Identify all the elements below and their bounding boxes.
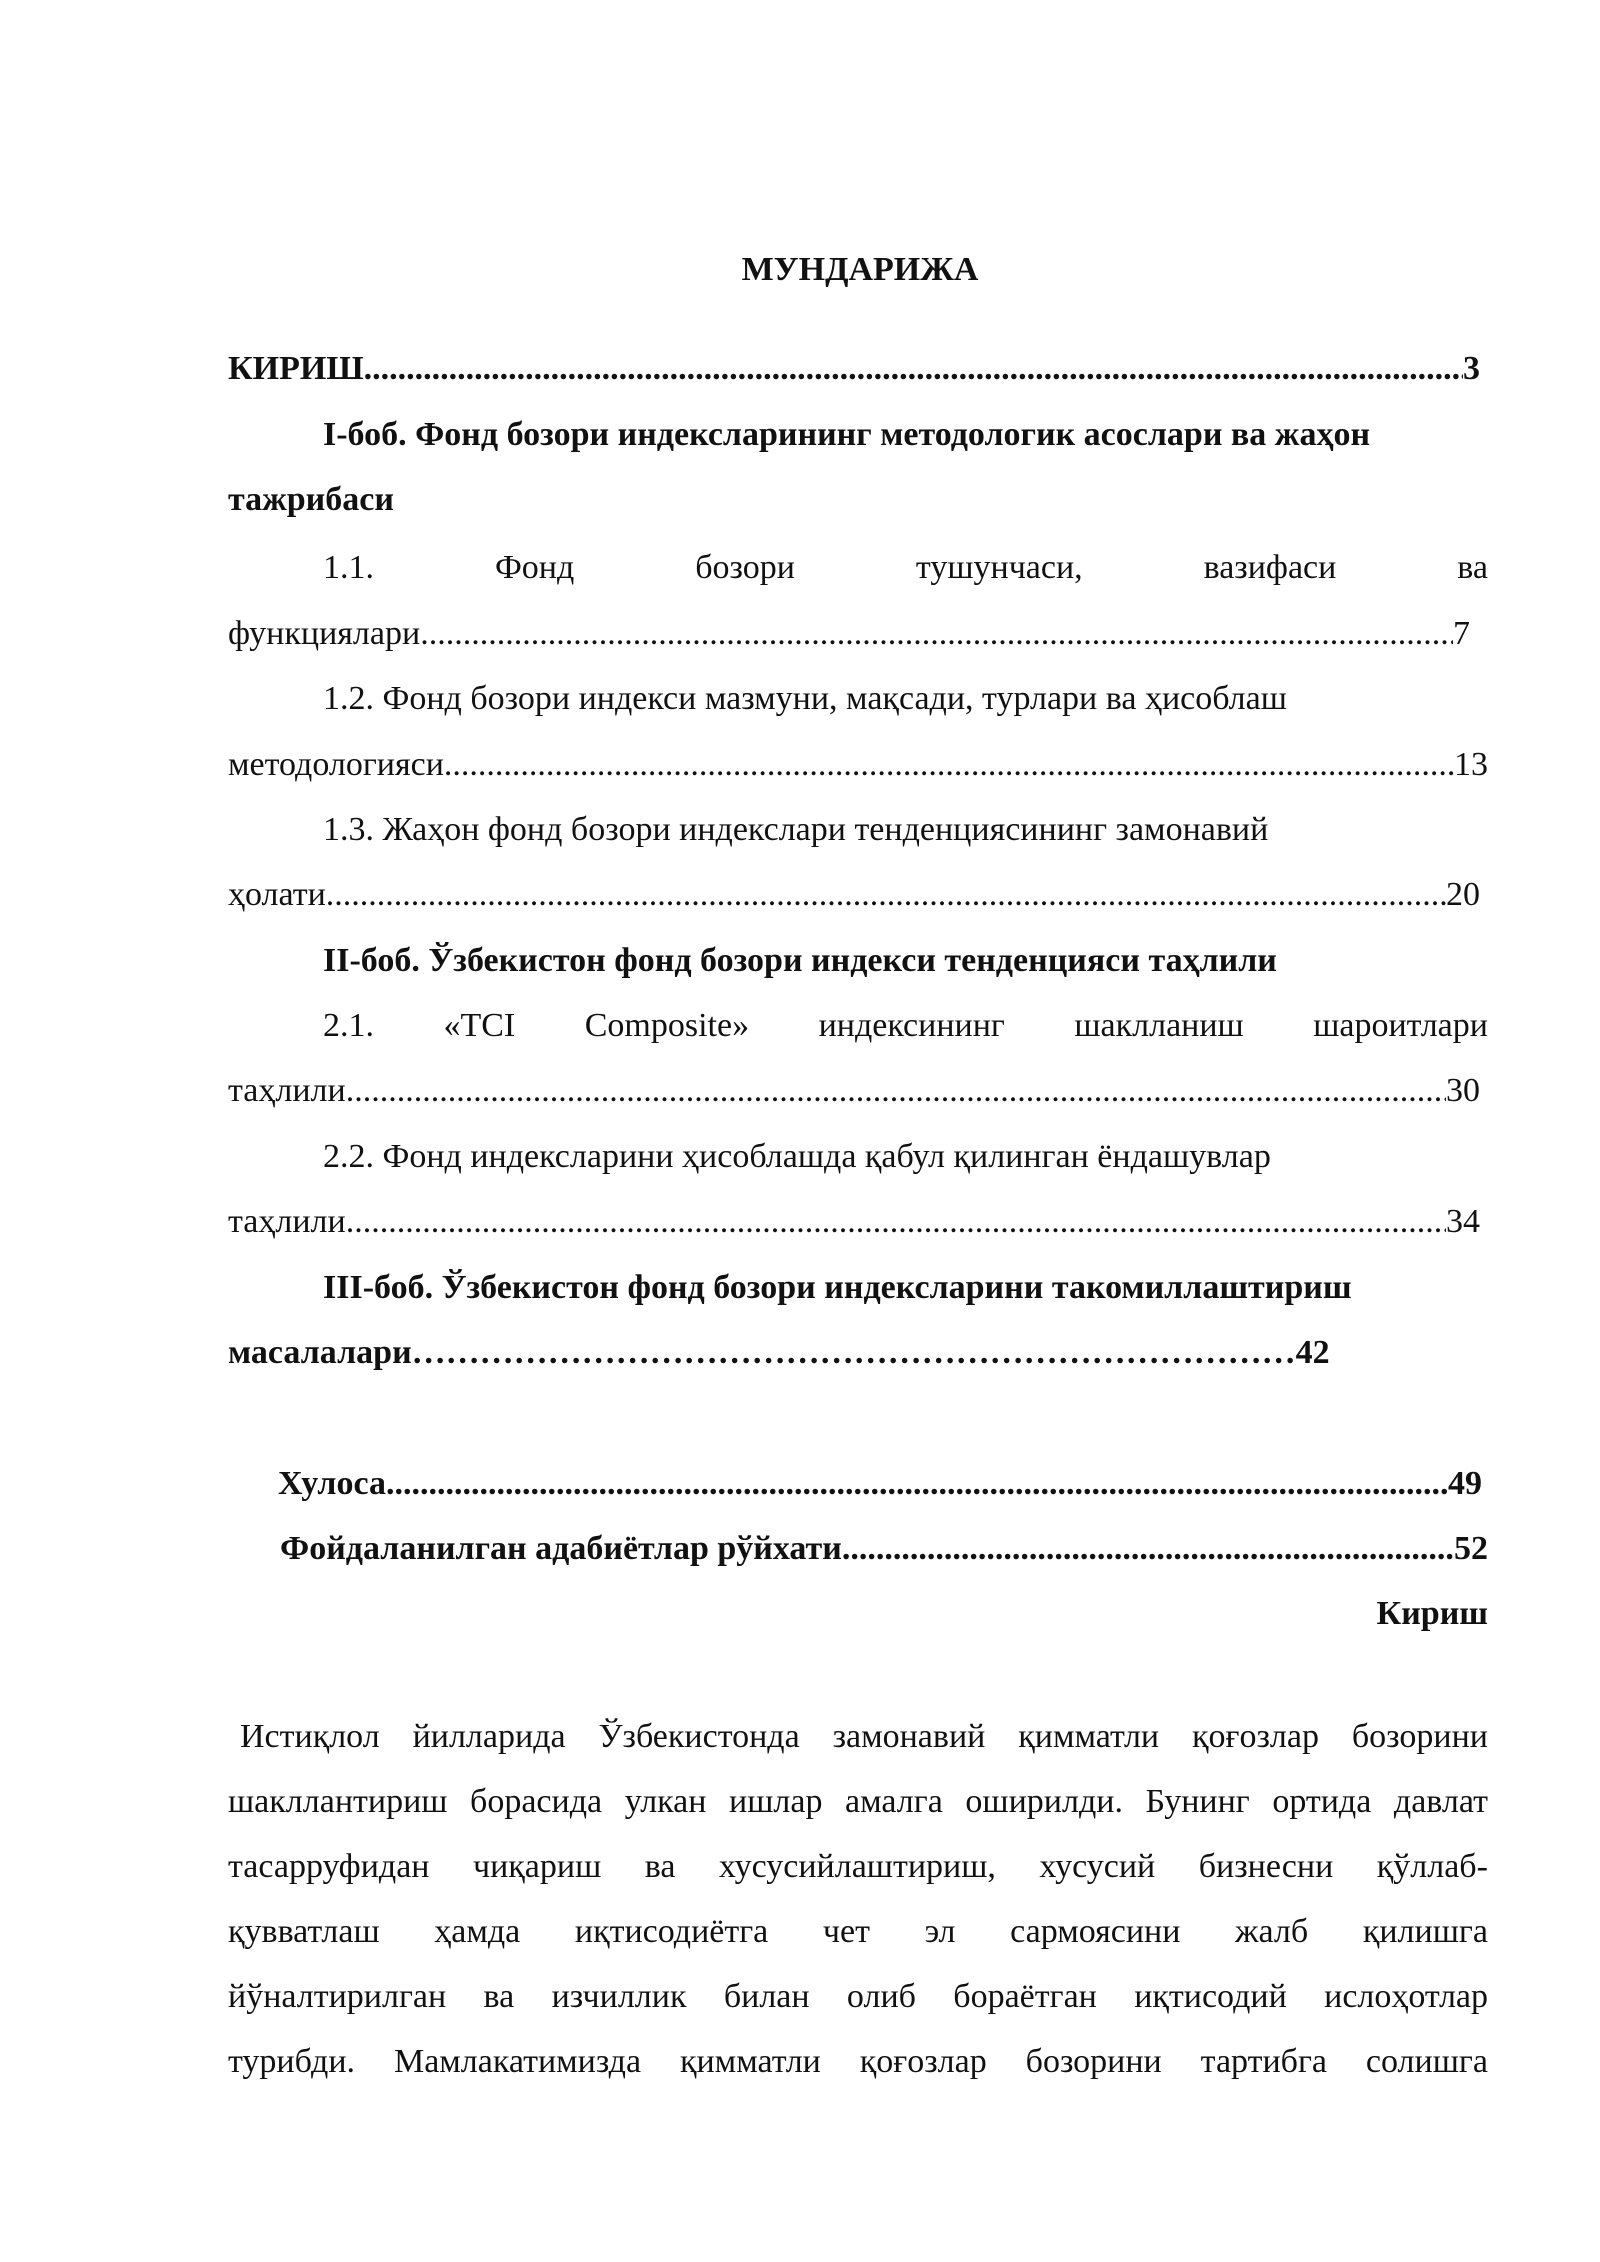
toc-word: индексининг (818, 1007, 1005, 1044)
paragraph-line (228, 1910, 1488, 1975)
word: ҳамда (434, 1913, 521, 1950)
word: хусусийлаштириш, (718, 1848, 996, 1885)
word: тартибга (1200, 2043, 1327, 2080)
toc-word: Composite» (584, 1007, 750, 1044)
dot-leader (842, 1527, 1454, 1571)
word: хусусий (1039, 1848, 1156, 1885)
word: бозорини (1351, 1718, 1488, 1755)
toc-entry-1-3[interactable]: 1.3. Жаҳон фонд бозори индекслари тенденциясининг замонавий (323, 811, 1269, 848)
word: ишлар (729, 1783, 823, 1820)
word: ислоҳотлар (1324, 1978, 1488, 2015)
toc-page-number: 20 (1446, 876, 1480, 913)
toc-entry-label: КИРИШ (228, 350, 364, 387)
paragraph-line (228, 1975, 1488, 2040)
toc-page-number: 3 (1463, 350, 1480, 387)
toc-word: Фонд (494, 549, 575, 586)
toc-word: шароитлари (1313, 1007, 1488, 1044)
toc-entry-1-2-cont[interactable] (228, 743, 1488, 787)
toc-entry-1-2[interactable]: 1.2. Фонд бозори индекси мазмуни, мақсади, турлари ва ҳисоблаш (323, 680, 1287, 717)
word: Бунинг (1145, 1783, 1250, 1820)
word: ва (644, 1848, 676, 1885)
word: чиқариш (472, 1848, 602, 1885)
word: эл (924, 1913, 956, 1950)
word: иқтисодий (1134, 1978, 1287, 2015)
body-paragraph (228, 1715, 1488, 2105)
toc-entry-label: таҳлили (228, 1203, 346, 1240)
word: солишга (1365, 2043, 1488, 2080)
toc-word: бозори (695, 549, 795, 586)
toc-word: шаклланиш (1074, 1007, 1244, 1044)
word: қимматли (1018, 1718, 1160, 1755)
word: замонавий (832, 1718, 986, 1755)
toc-entry-2-1-cont[interactable] (228, 1069, 1488, 1113)
toc-heading: МУНДАРИЖА (741, 251, 979, 288)
paragraph-line (228, 1715, 1488, 1780)
word: қувватлаш (228, 1913, 380, 1950)
toc-entry-1-1[interactable] (323, 546, 1488, 590)
dot-leader (326, 873, 1446, 917)
dot-leader (346, 1069, 1446, 1113)
word: турибди. (228, 2043, 356, 2080)
word: йилларида (412, 1718, 566, 1755)
word: изчиллик (551, 1978, 687, 2015)
word: иқтисодиётга (574, 1913, 769, 1950)
word: Мамлакатимизда (393, 2043, 642, 2080)
toc-entry-1-1-cont[interactable] (228, 612, 1488, 656)
toc-word: ва (1457, 549, 1488, 586)
word: тасарруфидан (228, 1848, 430, 1885)
toc-entry-conclusion[interactable] (278, 1462, 1488, 1506)
toc-word: 2.1. (323, 1007, 374, 1044)
word: қоғозлар (1192, 1718, 1319, 1755)
paragraph-line (228, 1845, 1488, 1910)
word: ва (483, 1978, 515, 2015)
word: давлат (1393, 1783, 1488, 1820)
word: қимматли (679, 2043, 821, 2080)
toc-entry-label: Фойдаланилган адабиётлар рўйхати (280, 1530, 842, 1567)
word: шакллантириш (228, 1783, 448, 1820)
paragraph-line (228, 1780, 1488, 1845)
word: билан (723, 1978, 810, 2015)
paragraph-line (228, 2040, 1488, 2105)
toc-entry-1-3-cont[interactable] (228, 873, 1488, 917)
word: амалга (845, 1783, 943, 1820)
word: бораётган (953, 1978, 1097, 2015)
word: сармоясини (1010, 1913, 1181, 1950)
word: Ўзбекистонда (598, 1718, 800, 1755)
word: бозорини (1025, 2043, 1162, 2080)
dot-leader (386, 1462, 1448, 1506)
word: Истиқлол (240, 1718, 380, 1755)
toc-entry-label: таҳлили (228, 1072, 346, 1109)
toc-page-number: 30 (1446, 1072, 1480, 1109)
toc-page-number: 7 (1453, 615, 1470, 652)
dot-leader (444, 743, 1454, 787)
toc-page-number: 52 (1454, 1530, 1488, 1567)
toc-word: тушунчаси, (915, 549, 1083, 586)
word: ортида (1272, 1783, 1372, 1820)
dot-leader (364, 347, 1463, 391)
toc-entry-intro[interactable] (228, 347, 1488, 391)
word: жалб (1235, 1913, 1309, 1950)
toc-word: 1.1. (323, 549, 374, 586)
toc-page-number: 49 (1448, 1465, 1482, 1502)
toc-page-number: 13 (1454, 746, 1488, 783)
word: олиб (846, 1978, 916, 2015)
toc-entry-label: ҳолати (228, 876, 326, 913)
toc-page-number: 34 (1446, 1203, 1480, 1240)
section-heading: Кириш (1376, 1595, 1488, 1632)
word: бизнесни (1198, 1848, 1334, 1885)
toc-word: «TCI (443, 1007, 516, 1044)
word: улкан (624, 1783, 707, 1820)
toc-entry-references[interactable] (280, 1527, 1488, 1571)
word: оширилди. (965, 1783, 1123, 1820)
toc-chapter-2-title[interactable]: II-боб. Ўзбекистон фонд бозори индекси тенденцияси таҳлили (323, 942, 1277, 979)
word: борасида (470, 1783, 603, 1820)
toc-entry-2-2[interactable]: 2.2. Фонд индексларини ҳисоблашда қабул қилинган ёндашувлар (323, 1138, 1271, 1175)
toc-word: вазифаси (1203, 549, 1337, 586)
toc-entry-2-1[interactable] (323, 1004, 1488, 1048)
dot-leader (420, 612, 1453, 656)
toc-chapter-3-title-cont: масалалари……………………………………………………………………42 (228, 1334, 1330, 1371)
toc-chapter-1-title-cont: тажрибаси (228, 481, 394, 518)
toc-entry-label: Хулоса (278, 1465, 386, 1502)
toc-entry-label: методологияси (228, 746, 444, 783)
toc-chapter-1-title[interactable]: I-боб. Фонд бозори индексларининг методологик асослари ва жаҳон (323, 416, 1371, 453)
dot-leader (346, 1200, 1446, 1244)
toc-entry-2-2-cont[interactable] (228, 1200, 1488, 1244)
word: қилишга (1362, 1913, 1488, 1950)
word: қўллаб- (1376, 1848, 1488, 1885)
toc-entry-label: функциялари (228, 615, 421, 652)
word: қоғозлар (859, 2043, 987, 2080)
toc-chapter-3-title[interactable]: III-боб. Ўзбекистон фонд бозори индексларини такомиллаштириш (323, 1269, 1352, 1306)
word: чет (822, 1913, 870, 1950)
word: йўналтирилган (228, 1978, 447, 2015)
